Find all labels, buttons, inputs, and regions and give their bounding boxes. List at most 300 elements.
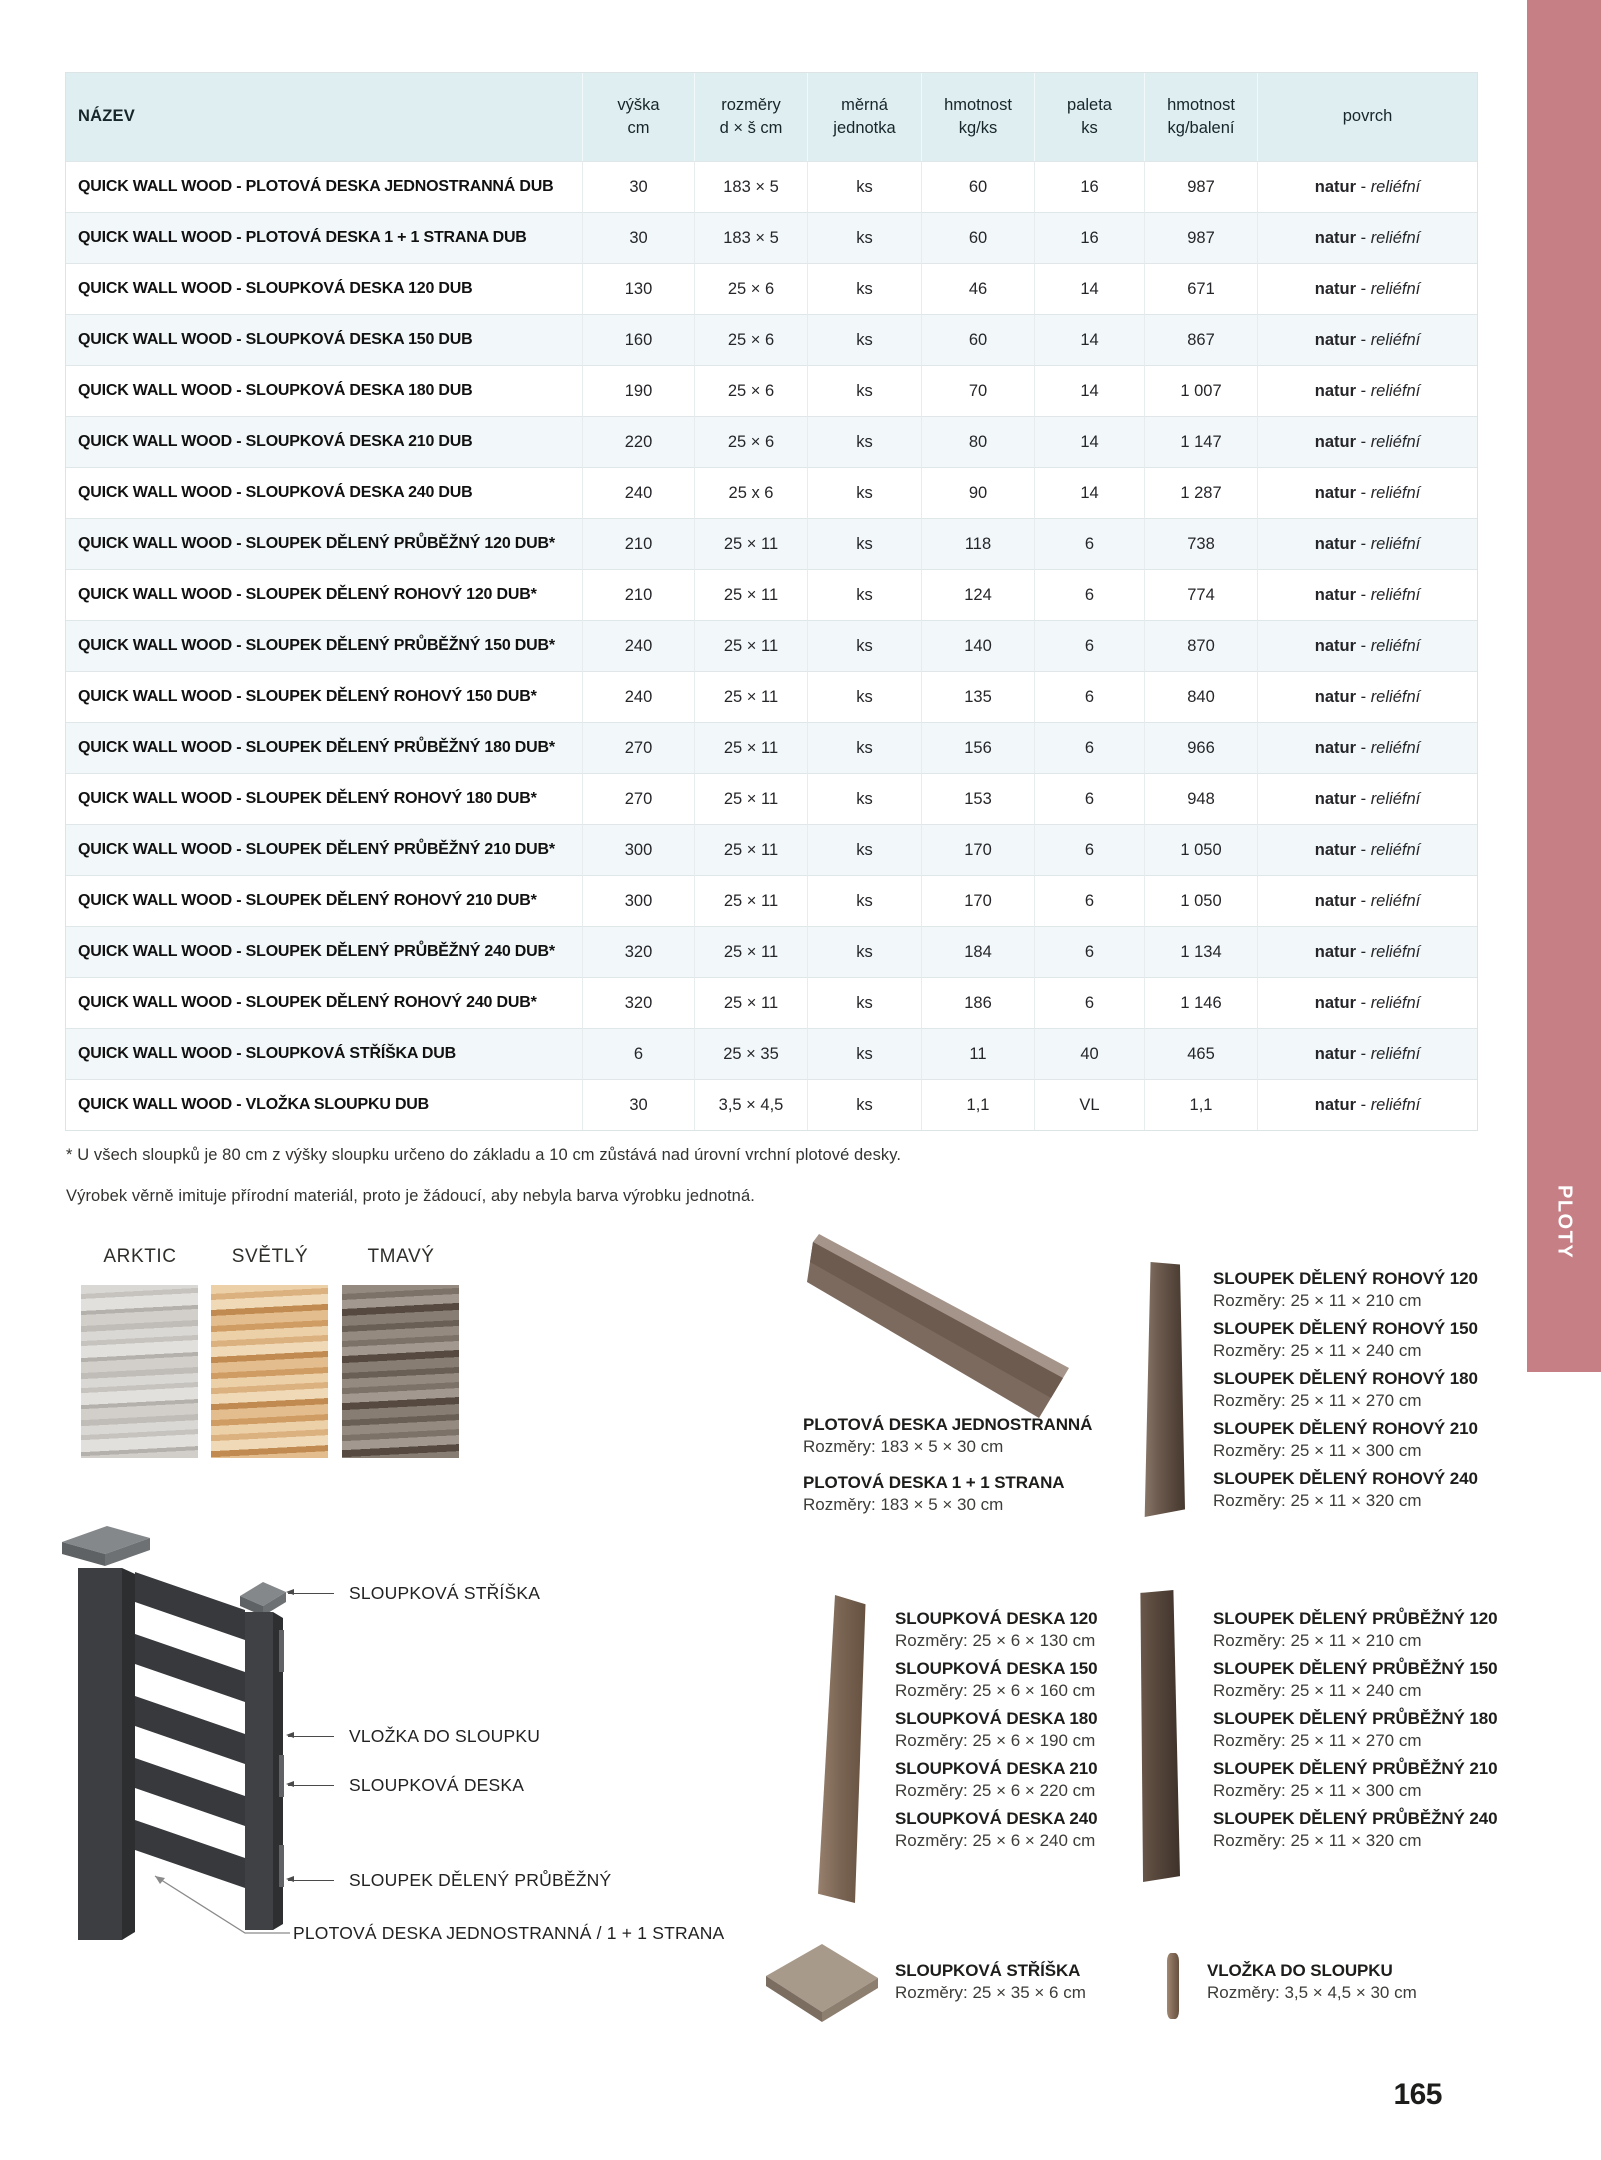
diagram-label-vlozka — [288, 1726, 540, 1747]
vyska-cell: 270 — [582, 722, 694, 773]
povrch-cell — [1257, 824, 1477, 875]
swatch-label-tmavy: TMAVÝ — [367, 1246, 435, 1267]
mj-cell: ks — [807, 365, 921, 416]
paleta-cell: 14 — [1034, 416, 1144, 467]
bal-cell: 738 — [1144, 518, 1257, 569]
surface-sep: - — [1356, 636, 1371, 655]
product-dimensions: Rozměry: 25 × 11 × 300 cm — [1213, 1781, 1422, 1800]
bal-cell: 987 — [1144, 212, 1257, 263]
table-row — [66, 263, 1477, 314]
column-header-unit: d × š cm — [719, 119, 783, 137]
paleta-cell: 6 — [1034, 977, 1144, 1028]
bal-cell: 1 287 — [1144, 467, 1257, 518]
product-dimensions: Rozměry: 25 × 6 × 130 cm — [895, 1631, 1096, 1650]
kg-cell: 60 — [921, 212, 1034, 263]
surface-sep: - — [1356, 330, 1371, 349]
product-name-cell: QUICK WALL WOOD - SLOUPEK DĚLENÝ ROHOVÝ 210 DUB* — [66, 875, 582, 926]
product-title: SLOUPEK DĚLENÝ PRŮBĚŽNÝ 150 — [1213, 1659, 1498, 1678]
product-name-cell: QUICK WALL WOOD - SLOUPKOVÁ DESKA 210 DUB — [66, 416, 582, 467]
column-header-label: rozměry — [721, 95, 781, 114]
swatch-image-arktic — [81, 1285, 198, 1458]
prubezny-spec-list — [1213, 1608, 1497, 1858]
vyska-cell: 320 — [582, 977, 694, 1028]
rohovy-spec-list — [1213, 1268, 1478, 1518]
povrch-cell — [1257, 722, 1477, 773]
rozmery-cell: 25 × 11 — [694, 773, 807, 824]
product-dimensions: Rozměry: 25 × 11 × 320 cm — [1213, 1491, 1422, 1510]
product-dimensions: Rozměry: 25 × 6 × 190 cm — [895, 1731, 1096, 1750]
bal-cell: 870 — [1144, 620, 1257, 671]
diagram-label-text: PLOTOVÁ DESKA JEDNOSTRANNÁ / 1 + 1 STRANA — [293, 1923, 725, 1943]
surface-italic: reliéfní — [1370, 942, 1421, 961]
spec-item — [1213, 1318, 1478, 1361]
kg-cell: 70 — [921, 365, 1034, 416]
product-dimensions: Rozměry: 25 × 11 × 320 cm — [1213, 1831, 1422, 1850]
product-name-cell: QUICK WALL WOOD - SLOUPEK DĚLENÝ PRŮBĚŽNÝ 150 DUB* — [66, 620, 582, 671]
diagram-label-text: SLOUPKOVÁ DESKA — [349, 1775, 525, 1795]
chapter-tab-label: PLOTY — [1553, 1184, 1576, 1260]
product-title: SLOUPEK DĚLENÝ ROHOVÝ 210 — [1213, 1419, 1478, 1438]
spec-item — [803, 1472, 1092, 1515]
povrch-cell — [1257, 365, 1477, 416]
rozmery-cell: 25 × 11 — [694, 977, 807, 1028]
kg-cell: 60 — [921, 314, 1034, 365]
rozmery-cell: 25 × 11 — [694, 569, 807, 620]
table-row — [66, 824, 1477, 875]
paleta-cell: 16 — [1034, 161, 1144, 212]
table-body — [66, 161, 1477, 1130]
bal-cell: 966 — [1144, 722, 1257, 773]
product-dimensions: Rozměry: 25 × 11 × 210 cm — [1213, 1631, 1422, 1650]
kg-cell: 135 — [921, 671, 1034, 722]
rozmery-cell: 3,5 × 4,5 — [694, 1079, 807, 1130]
bal-cell: 1 146 — [1144, 977, 1257, 1028]
column-header-unit: jednotka — [833, 119, 896, 137]
table-row — [66, 875, 1477, 926]
vyska-cell: 240 — [582, 467, 694, 518]
spec-item — [1213, 1608, 1497, 1651]
spec-item — [895, 1608, 1097, 1651]
kg-cell: 124 — [921, 569, 1034, 620]
product-title: SLOUPKOVÁ DESKA 180 — [895, 1709, 1098, 1728]
surface-italic: reliéfní — [1370, 1044, 1421, 1063]
rozmery-cell: 25 x 6 — [694, 467, 807, 518]
product-title: SLOUPEK DĚLENÝ ROHOVÝ 240 — [1213, 1469, 1478, 1488]
rozmery-cell: 25 × 6 — [694, 365, 807, 416]
mj-cell: ks — [807, 722, 921, 773]
product-title: SLOUPEK DĚLENÝ PRŮBĚŽNÝ 120 — [1213, 1609, 1498, 1628]
bal-cell: 1 050 — [1144, 875, 1257, 926]
surface-italic: reliéfní — [1370, 381, 1421, 400]
rozmery-cell: 25 × 6 — [694, 416, 807, 467]
kg-cell: 170 — [921, 824, 1034, 875]
product-dimensions: Rozměry: 3,5 × 4,5 × 30 cm — [1207, 1983, 1417, 2002]
surface-italic: reliéfní — [1370, 687, 1421, 706]
product-title: SLOUPEK DĚLENÝ PRŮBĚŽNÝ 180 — [1213, 1709, 1498, 1728]
column-header-label: měrná — [841, 95, 888, 114]
surface-sep: - — [1356, 789, 1371, 808]
povrch-cell — [1257, 263, 1477, 314]
column-header-unit: cm — [627, 119, 650, 137]
vyska-cell: 300 — [582, 875, 694, 926]
povrch-cell — [1257, 314, 1477, 365]
povrch-cell — [1257, 467, 1477, 518]
spec-item — [1213, 1658, 1497, 1701]
mj-cell: ks — [807, 1079, 921, 1130]
table-row — [66, 467, 1477, 518]
kg-cell: 186 — [921, 977, 1034, 1028]
surface-bold: natur — [1314, 636, 1357, 655]
column-header-vyska — [582, 73, 694, 161]
povrch-cell — [1257, 671, 1477, 722]
product-dimensions: Rozměry: 25 × 11 × 270 cm — [1213, 1731, 1422, 1750]
povrch-cell — [1257, 416, 1477, 467]
surface-italic: reliéfní — [1370, 840, 1421, 859]
page-number: 165 — [1393, 2078, 1442, 2111]
rozmery-cell: 25 × 11 — [694, 518, 807, 569]
paleta-cell: 6 — [1034, 671, 1144, 722]
mj-cell: ks — [807, 212, 921, 263]
product-name-cell: QUICK WALL WOOD - SLOUPKOVÁ DESKA 180 DUB — [66, 365, 582, 416]
product-name-cell: QUICK WALL WOOD - SLOUPEK DĚLENÝ PRŮBĚŽNÝ 210 DUB* — [66, 824, 582, 875]
surface-italic: reliéfní — [1370, 585, 1421, 604]
table-row — [66, 620, 1477, 671]
kg-cell: 60 — [921, 161, 1034, 212]
product-title: PLOTOVÁ DESKA 1 + 1 STRANA — [803, 1473, 1065, 1492]
product-name-cell: QUICK WALL WOOD - SLOUPEK DĚLENÝ ROHOVÝ 120 DUB* — [66, 569, 582, 620]
surface-bold: natur — [1314, 738, 1357, 757]
table-row — [66, 1028, 1477, 1079]
bal-cell: 1 147 — [1144, 416, 1257, 467]
footnote-material: Výrobek věrně imituje přírodní materiál, proto je žádoucí, aby nebyla barva výrobku jednotná. — [66, 1187, 755, 1205]
kg-cell: 170 — [921, 875, 1034, 926]
bal-cell: 774 — [1144, 569, 1257, 620]
povrch-cell — [1257, 161, 1477, 212]
footnote-sloupky: * U všech sloupků je 80 cm z výšky sloupku určeno do základu a 10 cm zůstává nad úrovní vrchní plotové desky. — [66, 1146, 902, 1164]
povrch-cell — [1257, 569, 1477, 620]
mj-cell: ks — [807, 518, 921, 569]
diagram-label-text: VLOŽKA DO SLOUPKU — [349, 1726, 541, 1746]
table-row — [66, 161, 1477, 212]
sloupkova-deska-spec-list — [895, 1608, 1097, 1858]
table-row — [66, 977, 1477, 1028]
product-title: SLOUPEK DĚLENÝ PRŮBĚŽNÝ 240 — [1213, 1809, 1498, 1828]
vyska-cell: 30 — [582, 212, 694, 263]
spec-item — [895, 1808, 1097, 1851]
paleta-cell: 6 — [1034, 926, 1144, 977]
paleta-cell: 14 — [1034, 365, 1144, 416]
vyska-cell: 130 — [582, 263, 694, 314]
bal-cell: 1 007 — [1144, 365, 1257, 416]
chapter-tab — [1527, 0, 1601, 1372]
surface-sep: - — [1356, 993, 1371, 1012]
column-header-paleta — [1034, 73, 1144, 161]
mj-cell: ks — [807, 671, 921, 722]
kg-cell: 80 — [921, 416, 1034, 467]
vyska-cell: 240 — [582, 671, 694, 722]
table-row — [66, 926, 1477, 977]
spec-item — [1213, 1758, 1497, 1801]
surface-bold: natur — [1314, 1095, 1357, 1114]
kg-cell: 11 — [921, 1028, 1034, 1079]
surface-sep: - — [1356, 432, 1371, 451]
spec-item — [1213, 1418, 1478, 1461]
mj-cell: ks — [807, 824, 921, 875]
diagram-label-striska — [288, 1583, 540, 1604]
povrch-cell — [1257, 926, 1477, 977]
kg-cell: 90 — [921, 467, 1034, 518]
table-row — [66, 416, 1477, 467]
product-dimensions: Rozměry: 25 × 6 × 240 cm — [895, 1831, 1096, 1850]
bal-cell: 840 — [1144, 671, 1257, 722]
sloupek-rohovy-photo — [1143, 1262, 1185, 1517]
striska-spec — [895, 1960, 1086, 2003]
surface-bold: natur — [1314, 483, 1357, 502]
rozmery-cell: 25 × 11 — [694, 671, 807, 722]
swatch-label-arktic: ARKTIC — [103, 1246, 177, 1267]
table-row — [66, 365, 1477, 416]
swatch-image-tmavy — [342, 1285, 459, 1458]
product-title: SLOUPKOVÁ DESKA 120 — [895, 1609, 1098, 1628]
column-header-povrch — [1257, 73, 1477, 161]
surface-sep: - — [1356, 279, 1371, 298]
surface-bold: natur — [1314, 993, 1357, 1012]
rozmery-cell: 183 × 5 — [694, 161, 807, 212]
striska-photo — [760, 1942, 885, 2027]
surface-sep: - — [1356, 381, 1371, 400]
table-header-row — [66, 73, 1477, 161]
surface-sep: - — [1356, 177, 1371, 196]
product-name-cell: QUICK WALL WOOD - SLOUPEK DĚLENÝ ROHOVÝ 240 DUB* — [66, 977, 582, 1028]
product-dimensions: Rozměry: 25 × 11 × 240 cm — [1213, 1341, 1422, 1360]
vyska-cell: 30 — [582, 161, 694, 212]
paleta-cell: 16 — [1034, 212, 1144, 263]
rozmery-cell: 25 × 11 — [694, 824, 807, 875]
paleta-cell: 6 — [1034, 875, 1144, 926]
column-header-label: výška — [617, 95, 660, 114]
bal-cell: 948 — [1144, 773, 1257, 824]
kg-cell: 118 — [921, 518, 1034, 569]
paleta-cell: 6 — [1034, 569, 1144, 620]
spec-item — [803, 1414, 1092, 1457]
product-dimensions: Rozměry: 25 × 35 × 6 cm — [895, 1983, 1086, 2002]
left-arrow-icon — [288, 1785, 334, 1786]
surface-bold: natur — [1314, 1044, 1357, 1063]
bal-cell: 1 134 — [1144, 926, 1257, 977]
column-header-unit: kg/ks — [958, 119, 998, 137]
surface-bold: natur — [1314, 891, 1357, 910]
product-title: VLOŽKA DO SLOUPKU — [1207, 1961, 1393, 1980]
column-header-label: paleta — [1067, 95, 1112, 114]
surface-bold: natur — [1314, 789, 1357, 808]
spec-item — [1213, 1368, 1478, 1411]
surface-sep: - — [1356, 483, 1371, 502]
column-header-label: hmotnost — [1167, 95, 1235, 114]
surface-italic: reliéfní — [1370, 891, 1421, 910]
surface-bold: natur — [1314, 432, 1357, 451]
column-header-label: hmotnost — [944, 95, 1012, 114]
surface-sep: - — [1356, 534, 1371, 553]
rozmery-cell: 25 × 11 — [694, 620, 807, 671]
table-row — [66, 671, 1477, 722]
rozmery-cell: 25 × 11 — [694, 875, 807, 926]
spec-item — [1213, 1268, 1478, 1311]
rozmery-cell: 25 × 11 — [694, 722, 807, 773]
vyska-cell: 220 — [582, 416, 694, 467]
product-title: SLOUPEK DĚLENÝ PRŮBĚŽNÝ 210 — [1213, 1759, 1498, 1778]
rozmery-cell: 25 × 6 — [694, 263, 807, 314]
column-header-nazev — [66, 73, 582, 161]
product-name-cell: QUICK WALL WOOD - PLOTOVÁ DESKA 1 + 1 STRANA DUB — [66, 212, 582, 263]
product-dimensions: Rozměry: 25 × 11 × 300 cm — [1213, 1441, 1422, 1460]
column-header-label: NÁZEV — [78, 107, 135, 126]
surface-bold: natur — [1314, 330, 1357, 349]
surface-italic: reliéfní — [1370, 432, 1421, 451]
product-name-cell: QUICK WALL WOOD - SLOUPEK DĚLENÝ PRŮBĚŽNÝ 180 DUB* — [66, 722, 582, 773]
surface-sep: - — [1356, 1044, 1371, 1063]
kg-cell: 184 — [921, 926, 1034, 977]
surface-bold: natur — [1314, 840, 1357, 859]
spec-item — [1213, 1708, 1497, 1751]
product-title: SLOUPEK DĚLENÝ ROHOVÝ 180 — [1213, 1369, 1478, 1388]
product-name-cell: QUICK WALL WOOD - SLOUPEK DĚLENÝ PRŮBĚŽNÝ 120 DUB* — [66, 518, 582, 569]
surface-sep: - — [1356, 1095, 1371, 1114]
product-dimensions: Rozměry: 25 × 6 × 220 cm — [895, 1781, 1096, 1800]
vlozka-photo — [1167, 1953, 1179, 2019]
bal-cell: 671 — [1144, 263, 1257, 314]
paleta-cell: 6 — [1034, 773, 1144, 824]
surface-italic: reliéfní — [1370, 789, 1421, 808]
product-name-cell: QUICK WALL WOOD - SLOUPKOVÁ STŘÍŠKA DUB — [66, 1028, 582, 1079]
kg-cell: 153 — [921, 773, 1034, 824]
table-row — [66, 722, 1477, 773]
surface-italic: reliéfní — [1370, 279, 1421, 298]
spec-item — [1213, 1468, 1478, 1511]
surface-italic: reliéfní — [1370, 534, 1421, 553]
paleta-cell: 14 — [1034, 314, 1144, 365]
product-dimensions: Rozměry: 183 × 5 × 30 cm — [803, 1495, 1004, 1514]
paleta-cell: 6 — [1034, 722, 1144, 773]
povrch-cell — [1257, 977, 1477, 1028]
vyska-cell: 160 — [582, 314, 694, 365]
kg-cell: 156 — [921, 722, 1034, 773]
mj-cell: ks — [807, 263, 921, 314]
table-row — [66, 212, 1477, 263]
diagram-label-text: SLOUPKOVÁ STŘÍŠKA — [349, 1583, 541, 1603]
table-row — [66, 569, 1477, 620]
column-header-label: povrch — [1342, 107, 1393, 126]
povrch-cell — [1257, 518, 1477, 569]
spec-item — [895, 1758, 1097, 1801]
product-name-cell: QUICK WALL WOOD - SLOUPKOVÁ DESKA 240 DUB — [66, 467, 582, 518]
product-title: SLOUPEK DĚLENÝ ROHOVÝ 150 — [1213, 1319, 1478, 1338]
surface-sep: - — [1356, 738, 1371, 757]
povrch-cell — [1257, 1028, 1477, 1079]
bal-cell: 987 — [1144, 161, 1257, 212]
column-header-rozmery — [694, 73, 807, 161]
product-title: SLOUPEK DĚLENÝ ROHOVÝ 120 — [1213, 1269, 1478, 1288]
plotova-deska-photo — [795, 1228, 1085, 1428]
product-table — [65, 72, 1478, 1131]
swatch-image-svetly — [211, 1285, 328, 1458]
bal-cell: 465 — [1144, 1028, 1257, 1079]
column-header-unit: ks — [1081, 119, 1098, 137]
vyska-cell: 6 — [582, 1028, 694, 1079]
vyska-cell: 300 — [582, 824, 694, 875]
paleta-cell: 6 — [1034, 518, 1144, 569]
left-arrow-icon — [288, 1593, 334, 1594]
surface-sep: - — [1356, 942, 1371, 961]
surface-sep: - — [1356, 840, 1371, 859]
mj-cell: ks — [807, 416, 921, 467]
mj-cell: ks — [807, 875, 921, 926]
surface-italic: reliéfní — [1370, 993, 1421, 1012]
povrch-cell — [1257, 620, 1477, 671]
bal-cell: 867 — [1144, 314, 1257, 365]
paleta-cell: 6 — [1034, 620, 1144, 671]
product-dimensions: Rozměry: 183 × 5 × 30 cm — [803, 1437, 1004, 1456]
paleta-cell: 14 — [1034, 467, 1144, 518]
surface-sep: - — [1356, 891, 1371, 910]
bal-cell: 1,1 — [1144, 1079, 1257, 1130]
paleta-cell: 40 — [1034, 1028, 1144, 1079]
surface-bold: natur — [1314, 687, 1357, 706]
povrch-cell — [1257, 1079, 1477, 1130]
mj-cell: ks — [807, 977, 921, 1028]
mj-cell: ks — [807, 314, 921, 365]
surface-italic: reliéfní — [1370, 330, 1421, 349]
rozmery-cell: 25 × 35 — [694, 1028, 807, 1079]
mj-cell: ks — [807, 569, 921, 620]
vyska-cell: 270 — [582, 773, 694, 824]
vyska-cell: 210 — [582, 569, 694, 620]
surface-bold: natur — [1314, 228, 1357, 247]
table-row — [66, 1079, 1477, 1130]
kg-cell: 140 — [921, 620, 1034, 671]
mj-cell: ks — [807, 926, 921, 977]
paleta-cell: VL — [1034, 1079, 1144, 1130]
rozmery-cell: 25 × 11 — [694, 926, 807, 977]
product-title: PLOTOVÁ DESKA JEDNOSTRANNÁ — [803, 1415, 1093, 1434]
surface-italic: reliéfní — [1370, 636, 1421, 655]
diagram-label-prubezny — [288, 1870, 611, 1891]
product-dimensions: Rozměry: 25 × 6 × 160 cm — [895, 1681, 1096, 1700]
product-name-cell: QUICK WALL WOOD - VLOŽKA SLOUPKU DUB — [66, 1079, 582, 1130]
mj-cell: ks — [807, 161, 921, 212]
product-title: SLOUPKOVÁ DESKA 240 — [895, 1809, 1098, 1828]
product-title: SLOUPKOVÁ STŘÍŠKA — [895, 1961, 1081, 1980]
paleta-cell: 6 — [1034, 824, 1144, 875]
product-name-cell: QUICK WALL WOOD - SLOUPKOVÁ DESKA 150 DUB — [66, 314, 582, 365]
rozmery-cell: 25 × 6 — [694, 314, 807, 365]
surface-bold: natur — [1314, 279, 1357, 298]
surface-bold: natur — [1314, 534, 1357, 553]
table-row — [66, 773, 1477, 824]
surface-italic: reliéfní — [1370, 177, 1421, 196]
surface-sep: - — [1356, 585, 1371, 604]
surface-bold: natur — [1314, 942, 1357, 961]
product-name-cell: QUICK WALL WOOD - SLOUPKOVÁ DESKA 120 DUB — [66, 263, 582, 314]
diagram-label-text: SLOUPEK DĚLENÝ PRŮBĚŽNÝ — [349, 1870, 612, 1890]
product-title: SLOUPKOVÁ DESKA 150 — [895, 1659, 1098, 1678]
vyska-cell: 210 — [582, 518, 694, 569]
spec-item — [895, 1658, 1097, 1701]
product-dimensions: Rozměry: 25 × 11 × 270 cm — [1213, 1391, 1422, 1410]
kg-cell: 46 — [921, 263, 1034, 314]
left-arrow-icon — [288, 1736, 334, 1737]
column-header-hmotnost-ks — [921, 73, 1034, 161]
surface-bold: natur — [1314, 177, 1357, 196]
